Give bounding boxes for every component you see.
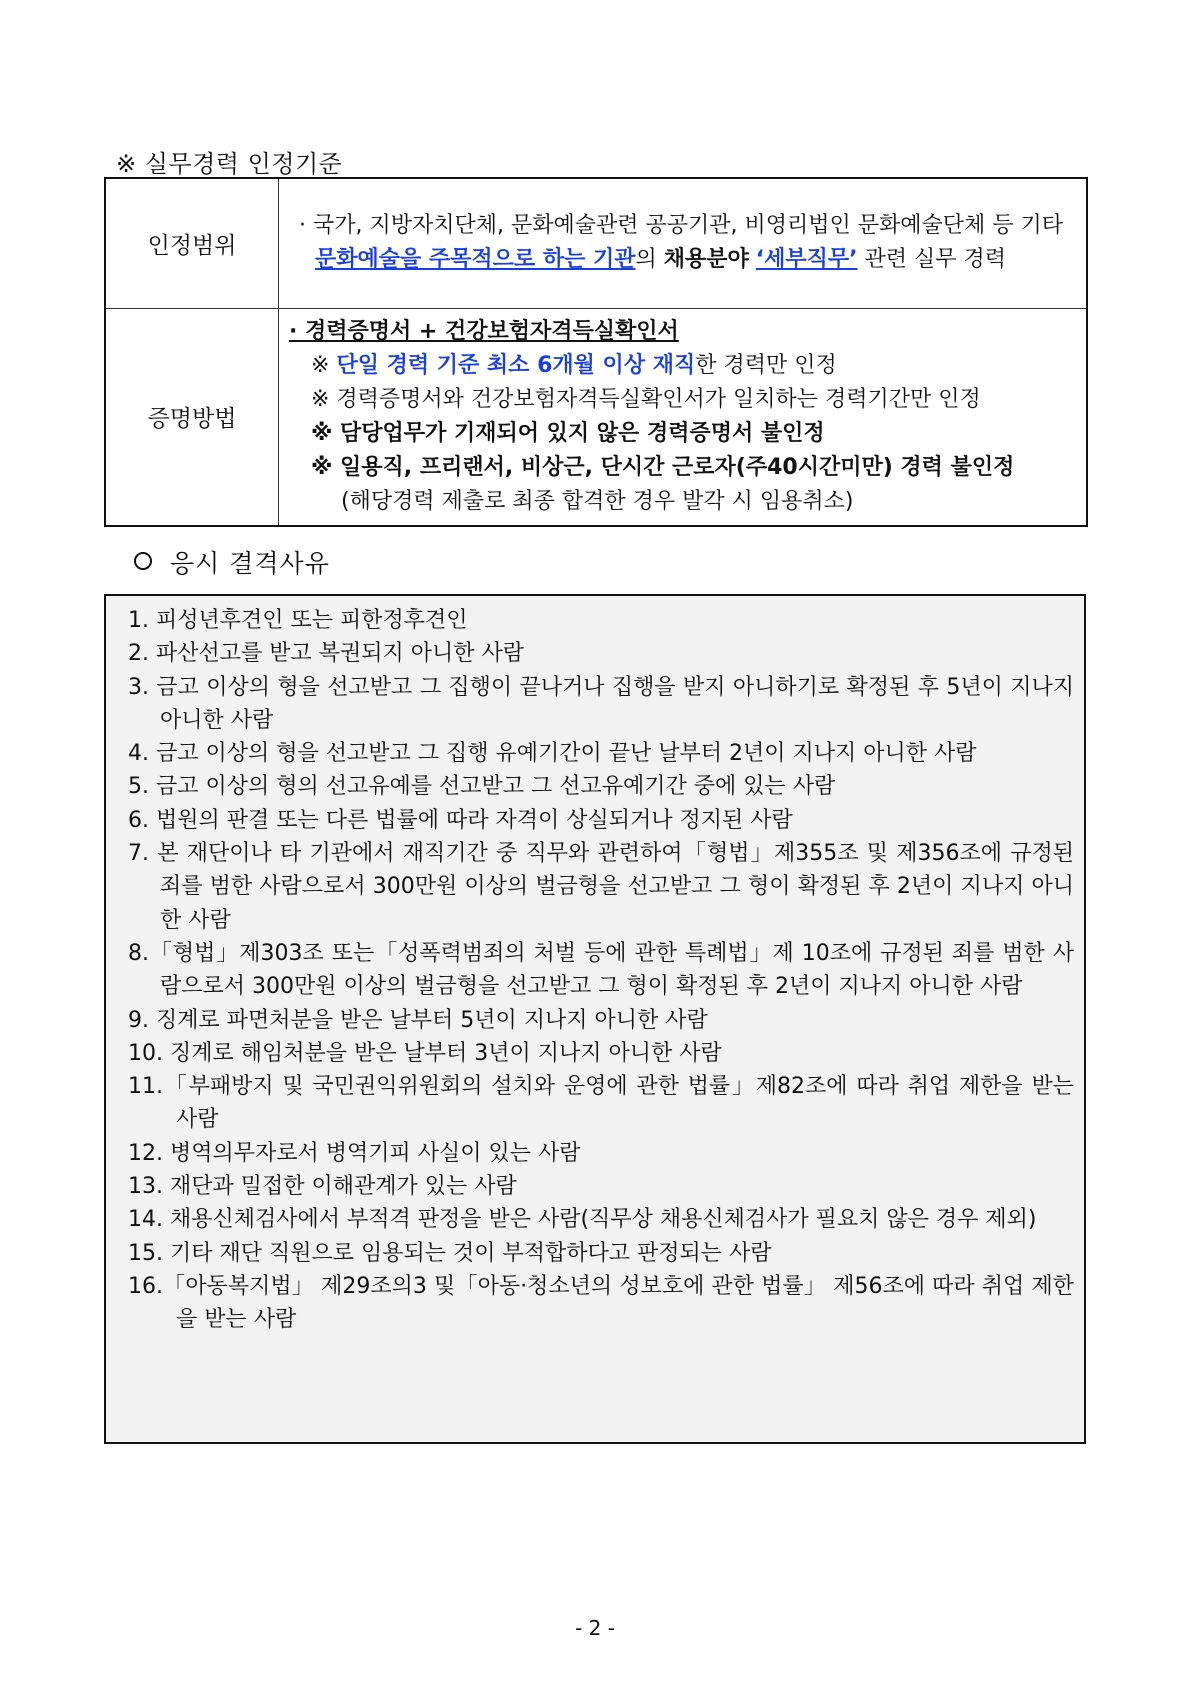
list-item: 6. 법원의 판결 또는 다른 법률에 따라 자격이 상실되거나 정지된 사람: [128, 807, 793, 833]
proof-content: [279, 308, 1088, 526]
proof-note-5: (해당경력 제출로 최종 합격한 경우 발각 시 임용취소): [341, 488, 854, 514]
list-item: 13. 재단과 밀접한 이해관계가 있는 사람: [128, 1174, 517, 1200]
list-item: 7. 본 재단이나 타 기관에서 재직기간 중 직무와 관련하여「형법」제355조 및 제356조에 규정된 죄를 범한 사람으로서 300만원 이상의 벌금형을 선고받고 그 형이 확정된 후 2년이 지나지 아니한 사람: [128, 841, 1074, 933]
list-item: 10. 징계로 해임처분을 받은 날부터 3년이 지나지 아니한 사람: [128, 1040, 722, 1066]
list-item: 11.「부패방지 및 국민권익위원회의 설치와 운영에 관한 법률」제82조에 따라 취업 제한을 받는 사람: [128, 1074, 1074, 1133]
page-number: - 2 -: [575, 1616, 615, 1640]
list-item: 3. 금고 이상의 형을 선고받고 그 집행이 끝나거나 집행을 받지 아니하기로 확정된 후 5년이 지나지 아니한 사람: [128, 674, 1074, 733]
list-item: 16.「아동복지법」 제29조의3 및「아동·청소년의 성보호에 관한 법률」 제56조에 따라 취업 제한을 받는 사람: [128, 1273, 1074, 1333]
list-item: 2. 파산선고를 받고 복권되지 아니한 사람: [128, 641, 524, 667]
scope-content: [279, 178, 1088, 308]
scope-row: [105, 178, 1087, 308]
proof-label: 증명방법: [105, 308, 279, 526]
list-item: 8.「형법」제303조 또는「성폭력범죄의 처벌 등에 관한 특례법」제 10조에 규정된 죄를 범한 사람으로서 300만원 이상의 벌금형을 선고받고 그 형이 확정된 후 2년이 지나지 아니한 사람: [128, 940, 1074, 1000]
circle-bullet-icon: [134, 552, 152, 570]
criteria-table: [104, 177, 1088, 527]
list-item: 12. 병역의무자로서 병역기피 사실이 있는 사람: [128, 1140, 581, 1166]
list-item: 4. 금고 이상의 형을 선고받고 그 집행 유예기간이 끝난 날부터 2년이 지나지 아니한 사람: [128, 741, 977, 767]
scope-bullet: · 국가, 지방자치단체, 문화예술관련 공공기관, 비영리법인 문화예술단체 등 기타: [299, 213, 1063, 239]
disqualification-heading: [134, 544, 330, 580]
note-mark: ※: [311, 352, 337, 378]
note1-highlight: 단일 경력 기준 최소 6개월 이상 재직: [336, 352, 696, 378]
list-item: 14. 채용신체검사에서 부적격 판정을 받은 사람(직무상 채용신체검사가 필요치 않은 경우 제외): [128, 1207, 1037, 1233]
disqualification-title: 응시 결격사유: [170, 549, 330, 578]
proof-note-3: ※ 담당업무가 기재되어 있지 않은 경력증명서 불인정: [311, 420, 825, 446]
list-item: 5. 금고 이상의 형의 선고유예를 선고받고 그 선고유예기간 중에 있는 사람: [128, 774, 836, 800]
scope-highlight: 문화예술을 주목적으로 하는 기관: [315, 247, 636, 273]
note1-end: 한 경력만 인정: [695, 352, 837, 378]
proof-note-1: [289, 349, 1076, 383]
scope-bold: 채용분야: [663, 247, 749, 273]
scope-end: 관련 실무 경력: [857, 247, 1007, 273]
scope-text: [289, 209, 1076, 277]
proof-note-4: ※ 일용직, 프리랜서, 비상근, 단시간 근로자(주40시간미만) 경력 불인정: [311, 454, 1015, 480]
proof-row: [105, 308, 1087, 526]
scope-mid: 의: [635, 247, 664, 273]
list-item: 1. 피성년후견인 또는 피한정후견인: [128, 608, 468, 633]
disqualification-box: [104, 594, 1086, 1444]
proof-main: · 경력증명서 + 건강보험자격득실확인서: [289, 318, 679, 344]
scope-label: 인정범위: [105, 178, 279, 308]
scope-quote: ‘세부직무’: [755, 247, 858, 273]
list-item: 15. 기타 재단 직원으로 임용되는 것이 부적합하다고 판정되는 사람: [128, 1240, 772, 1266]
section-heading: ※ 실무경력 인정기준: [116, 150, 343, 178]
list-item: 9. 징계로 파면처분을 받은 날부터 5년이 지나지 아니한 사람: [128, 1007, 708, 1033]
proof-note-2: ※ 경력증명서와 건강보험자격득실확인서가 일치하는 경력기간만 인정: [311, 386, 981, 412]
